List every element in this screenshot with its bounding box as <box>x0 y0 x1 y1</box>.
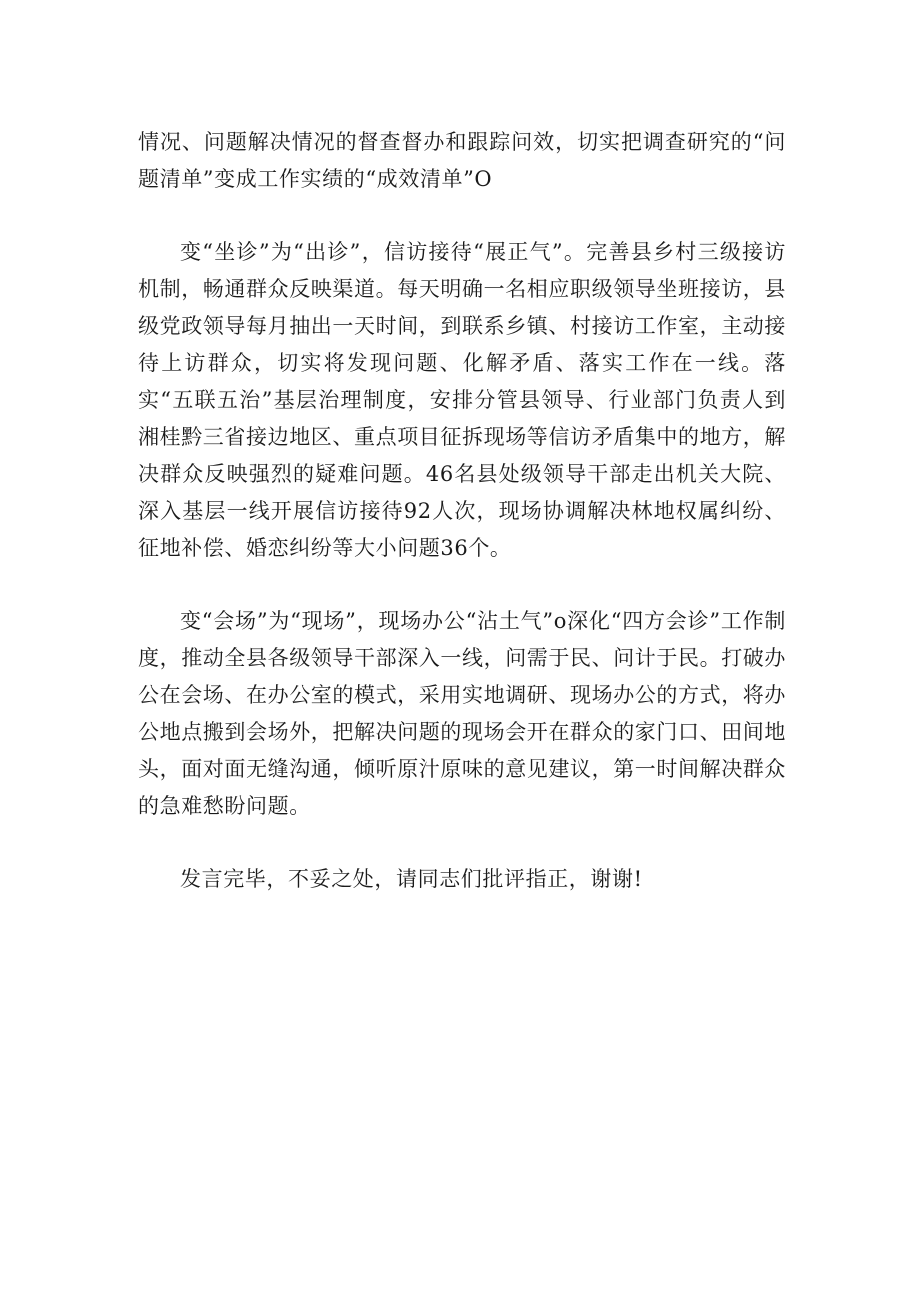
paragraph-petition-reception: 变“坐诊”为“出诊”，信访接待“展正气”。完善县乡村三级接访机制，畅通群众反映渠道。每天明确一名相应职级领导坐班接访，县级党政领导每月抽出一天时间，到联系乡镇、村接访工作室，主动接待上访群众，切实将发现问题、化解矛盾、落实工作在一线。落实“五联五治”基层治理制度，安排分管县领导、行业部门负责人到湘桂黔三省接边地区、重点项目征拆现场等信访矛盾集中的地方，解决群众反映强烈的疑难问题。46名县处级领导干部走出机关大院、深入基层一线开展信访接待92人次，现场协调解决林地权属纠纷、征地补偿、婚恋纠纷等大小问题36个。 <box>138 240 786 560</box>
paragraph-closing-remark: 发言完毕，不妥之处，请同志们批评指正，谢谢! <box>180 867 643 891</box>
paragraph-onsite-office: 变“会场”为“现场”，现场办公“沾土气”o深化“四方会诊”工作制度，推动全县各级领导干部深入一线，问需于民、问计于民。打破办公在会场、在办公室的模式，采用实地调研、现场办公的方式，将办公地点搬到会场外，把解决问题的现场会开在群众的家门口、田间地头，面对面无缝沟通，倾听原汁原味的意见建议，第一时间解决群众的急难愁盼问题。 <box>138 609 786 818</box>
paragraph-continuation: 情况、问题解决情况的督查督办和跟踪问效，切实把调查研究的“问题清单”变成工作实绩的“成效清单”O <box>138 130 786 191</box>
document-body <box>138 124 786 898</box>
